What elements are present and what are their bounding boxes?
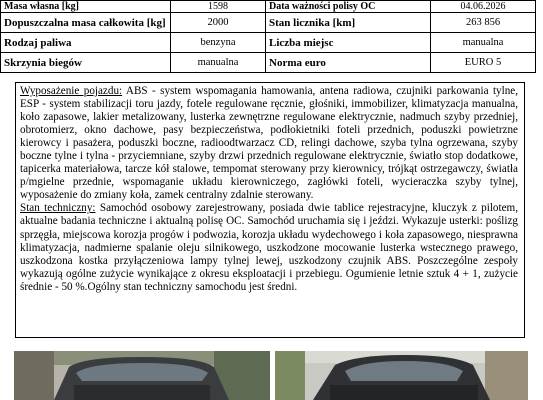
spec-value: manualna	[171, 53, 266, 73]
spec-value: manualna	[431, 33, 536, 53]
vehicle-spec-table	[0, 0, 536, 73]
spec-row	[1, 53, 536, 73]
spec-value: 2000	[171, 13, 266, 33]
condition-text: Samochód osobowy zarejestrowany, posiada dwie tablice rejestracyjne, kluczyk z pilotem, aktualne badania techniczne i aktualną polisę OC. Samochód uruchamia się i jeździ. Wykazuje usterki: poślizg sprzęgła, miejscowa korozja progów i podwozia, korozja układu wydechowego i koła zapasowego, niesprawna klimatyzacja, nadmierne spalanie oleju silnikowego, uszkodzone mocowanie lusterka wstecznego prawego, uszkodzona kostka przyłączeniowa lampy tylnej lewej, uszkodzony czujnik ABS. Poszczególne zespoły wykazują ogólne zużycie wynikające z okresu eksploatacji i przebiegu. Ogumienie letnie sztuk 4 + 1, zużycie średnie - 50 %.Ogólny stan techniczny samochodu jest średni.	[20, 202, 518, 293]
spec-value: 04.06.2026	[431, 1, 536, 13]
spec-label: Norma euro	[266, 53, 431, 73]
condition-paragraph	[20, 202, 518, 293]
spec-value: benzyna	[171, 33, 266, 53]
spec-value: EURO 5	[431, 53, 536, 73]
equipment-text: ABS - system wspomagania hamowania, antena radiowa, czujniki parkowania tylne, ESP - system stabilizacji toru jazdy, fotele regulowane ręcznie, głośniki, immobilizer, klimatyzacja manualna, koło zapasowe, lakier metalizowany, lusterka zewnętrzne regulowane elektrycznie, nadmuch szyby przedniej, obrotomierz, okno dachowe, pasy bezpieczeństwa, podłokietniki foteli przednich, poduszki powietrzne kierowcy i pasażera, poduszki boczne, radioodtwarzacz CD, relingi dachowe, szyba tylna ogrzewana, szyby boczne tylne i tylna - przyciemniane, szyby drzwi przednich regulowane elektrycznie, światło stop dodatkowe, tapicerka materiałowa, tarcze kół stalowe, tempomat sterowany przy kierownicy, trójkąt ostrzegawczy, światła p/mgielne przednie, wspomaganie układu kierowniczego, zagłówki foteli, wycieraczka szyby tylnej, wyposażenie do zmiany koła, zamek centralny zdalnie sterowany.	[20, 85, 519, 202]
equipment-paragraph	[20, 85, 518, 202]
vehicle-description	[15, 82, 525, 338]
spec-label: Masa własna [kg]	[1, 1, 171, 13]
spec-label: Data ważności polisy OC	[266, 1, 431, 13]
spec-row	[1, 1, 536, 13]
spec-label: Stan licznika [km]	[266, 13, 431, 33]
spec-value: 263 856	[431, 13, 536, 33]
spec-row	[1, 33, 536, 53]
spec-label: Rodzaj paliwa	[1, 33, 171, 53]
vehicle-photo-front	[14, 351, 270, 400]
equipment-heading: Wyposażenie pojazdu:	[20, 85, 123, 97]
spec-row	[1, 13, 536, 33]
condition-heading: Stan techniczny:	[20, 202, 96, 215]
spec-label: Dopuszczalna masa całkowita [kg]	[1, 13, 171, 33]
vehicle-photo-rear	[275, 351, 528, 400]
spec-label: Liczba miejsc	[266, 33, 431, 53]
spec-value: 1598	[171, 1, 266, 13]
spec-label: Skrzynia biegów	[1, 53, 171, 73]
